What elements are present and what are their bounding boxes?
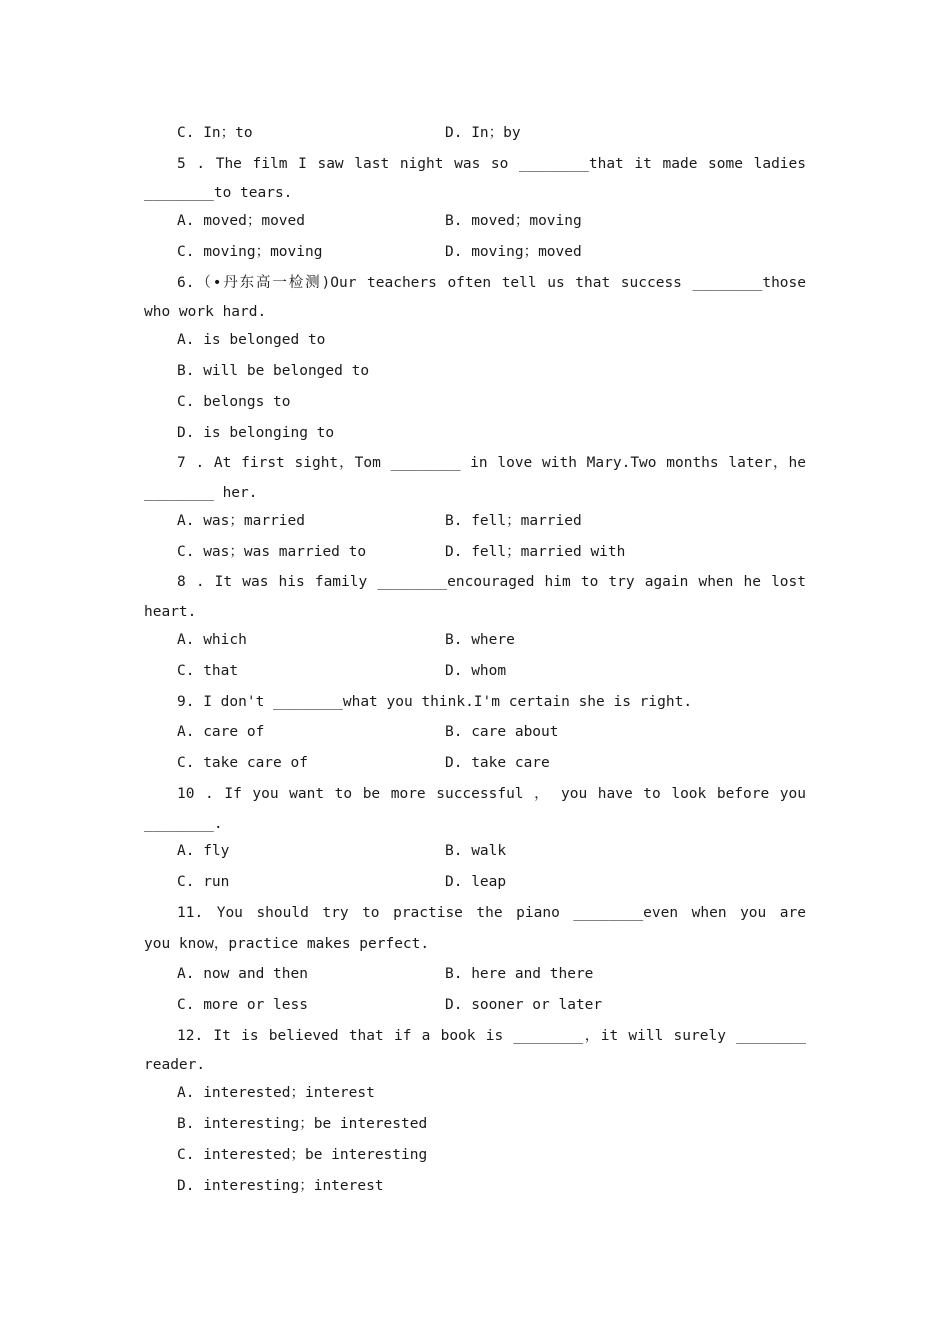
q9-stem-line1: 9. I don't ________what you think.I'm certain she is right.	[177, 694, 693, 710]
q7-option-c: C. was；was married to	[177, 544, 367, 560]
q8-option-b: B. where	[445, 632, 515, 648]
q10-option-d: D. leap	[445, 874, 507, 890]
q5-option-d: D. moving；moved	[445, 244, 582, 260]
q5-stem-line2: ________to tears.	[144, 185, 293, 201]
q8-stem-line2: heart.	[144, 604, 197, 620]
q6-option-c: C. belongs to	[177, 394, 291, 410]
q6-option-d: D. is belonging to	[177, 425, 335, 441]
q9-option-a: A. care of	[177, 724, 265, 740]
q6-option-a: A. is belonged to	[177, 332, 326, 348]
q5-option-a: A. moved；moved	[177, 213, 305, 229]
q12-option-a: A. interested；interest	[177, 1085, 375, 1101]
q4-option-c: C. In；to	[177, 125, 253, 141]
q5-option-b: B. moved；moving	[445, 213, 582, 229]
q12-option-b: B. interesting；be interested	[177, 1116, 428, 1132]
q11-option-b: B. here and there	[445, 966, 594, 982]
q9-option-d: D. take care	[445, 755, 550, 771]
q12-option-d: D. interesting；interest	[177, 1178, 384, 1194]
q5-option-c: C. moving；moving	[177, 244, 323, 260]
q12-option-c: C. interested；be interesting	[177, 1147, 428, 1163]
q10-stem-line1: 10 . If you want to be more successful ， you have to look before you	[177, 786, 806, 802]
q7-stem-line1: 7 . At first sight，Tom ________ in love with Mary.Two months later，he	[177, 455, 806, 471]
q10-option-a: A. fly	[177, 843, 230, 859]
q7-stem-line2: ________ her.	[144, 485, 258, 501]
q7-option-a: A. was；married	[177, 513, 305, 529]
q11-stem-line1: 11. You should try to practise the piano ________even when you are	[177, 905, 806, 921]
q11-option-c: C. more or less	[177, 997, 308, 1013]
q7-option-b: B. fell；married	[445, 513, 582, 529]
q6-option-b: B. will be belonged to	[177, 363, 370, 379]
q4-option-d: D. In；by	[445, 125, 521, 141]
q10-option-b: B. walk	[445, 843, 507, 859]
q8-option-a: A. which	[177, 632, 247, 648]
q9-option-b: B. care about	[445, 724, 559, 740]
q7-option-d: D. fell；married with	[445, 544, 626, 560]
q9-option-c: C. take care of	[177, 755, 308, 771]
q11-option-a: A. now and then	[177, 966, 308, 982]
q6-stem-line1: 6.（•丹东高一检测)Our teachers often tell us that success ________those	[177, 275, 806, 291]
q6-stem-line2: who work hard.	[144, 304, 267, 320]
q8-option-d: D. whom	[445, 663, 507, 679]
q8-stem-line1: 8 . It was his family ________encouraged him to try again when he lost	[177, 574, 806, 590]
q10-option-c: C. run	[177, 874, 230, 890]
q10-stem-line2: ________.	[144, 816, 223, 832]
q11-option-d: D. sooner or later	[445, 997, 603, 1013]
q12-stem-line2: reader.	[144, 1057, 206, 1073]
q8-option-c: C. that	[177, 663, 239, 679]
q5-stem-line1: 5 . The film I saw last night was so ________that it made some ladies	[177, 156, 806, 172]
q12-stem-line1: 12. It is believed that if a book is ________，it will surely ________	[177, 1028, 806, 1044]
q11-stem-line2: you know，practice makes perfect.	[144, 936, 430, 952]
